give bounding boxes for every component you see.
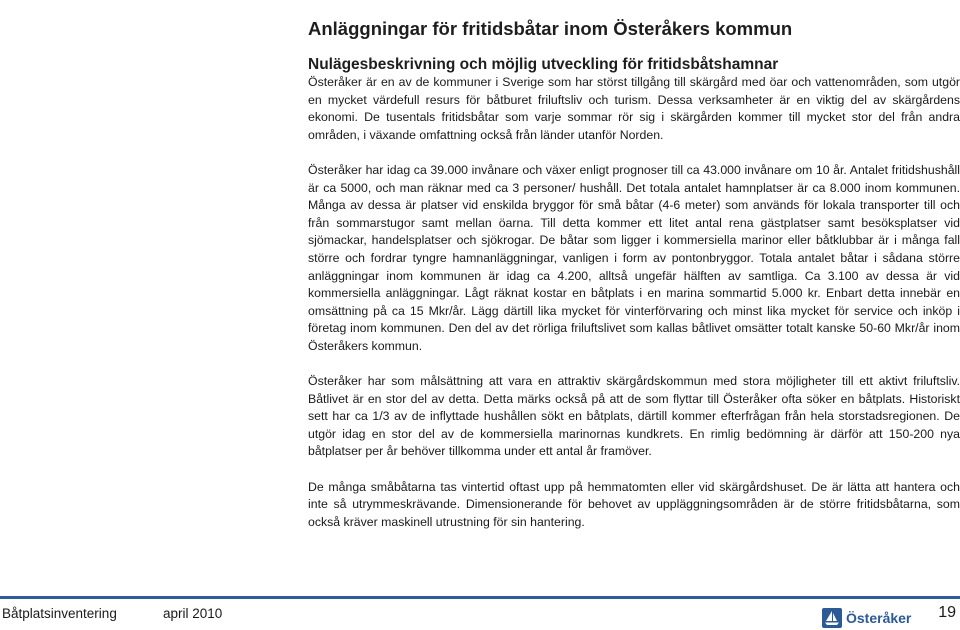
paragraph: De många småbåtarna tas vintertid oftast upp på hemmatomten eller vid skärgårdshuset. De är lätta att hantera och inte så utrymmeskrävande. Dimensionerande för behovet av uppläggningsområden är de större fritidsbåtarna, som också kräver maskinell utrustning för sin hantering. [308, 479, 960, 529]
page-title: Anläggningar för fritidsbåtar inom Österåkers kommun [308, 18, 793, 39]
footer-divider [0, 596, 960, 599]
section-heading: Nulägesbeskrivning och möjlig utveckling för fritidsbåtshamnar [308, 56, 779, 73]
logo-wordmark: Österåker [846, 610, 912, 626]
municipality-logo [822, 606, 911, 630]
page-number: 19 [938, 604, 956, 621]
paragraph: Österåker har idag ca 39.000 invånare och växer enligt prognoser till ca 43.000 invånare om 10 år. Antalet fritidshushåll är ca 5000, och man räknar med ca 3 personer/ hushåll. Det totala antalet hamnplatser är ca 8.000 inom kommunen. Många av dessa är platser vid enskilda bryggor för små båtar (4-6 meter) som används för lokala transporter till och från sommarstugor samt mellan öarna. Till detta kommer ett litet antal rena gästplatser samt besöksplatser vid sjömackar, handelsplatser och sjökrogar. De båtar som ligger i kommersiella marinor eller båtklubbar är i många fall större och fordrar tyngre hamnanläggningar, vanligen i form av pontonbryggor. Totala antalet båtar i sådana större anläggningar inom kommunen är idag ca 4.200, alltså ungefär hälften av samtliga. Ca 3.100 av dessa är vid kommersiella anläggningar. Lågt räknat kostar en båtplats i en marina sommartid 5.000 kr. Enbart detta innebär en omsättning på ca 15 Mkr/år. Lägg därtill lika mycket för vinterförvaring och minst lika mycket för service och inköp i företag inom kommunen. Den del av det rörliga friluftslivet som kallas båtlivet omsätter totalt kanske 50-60 Mkr/år inom Österåkers kommun. [308, 162, 960, 353]
body-text [308, 74, 960, 531]
footer-document-title: Båtplatsinventering [2, 606, 117, 621]
paragraph: Österåker är en av de kommuner i Sverige som har störst tillgång till skärgård med öar och vattenområden, som utgör en mycket värdefull resurs för båtburet friluftsliv och turism. Dessa verksamheter är en viktig del av skärgårdens ekonomi. De tusentals fritidsbåtar som varje sommar rör sig i skärgården kommer till mycket stor del från andra områden, i växande omfattning också från länder utanför Norden. [308, 75, 960, 142]
footer-date: april 2010 [163, 606, 223, 621]
paragraph: Österåker har som målsättning att vara en attraktiv skärgårdskommun med stora möjligheter till ett aktivt friluftsliv. Båtlivet är en stor del av detta. Detta märks också på att de som flyttar till Österåker ofta söker en båtplats. Historiskt sett har ca 1/3 av de inflyttade hushållen sökt en båtplats, därtill kommer efterfrågan från hela storstadsregionen. De utgör idag en stor del av de kommersiella marinornas kundkrets. En rimlig bedömning är därför att 150-200 nya båtplatser per år behöver tillkomma under ett antal år framöver. [308, 374, 960, 459]
boat-logo-icon [822, 608, 842, 628]
